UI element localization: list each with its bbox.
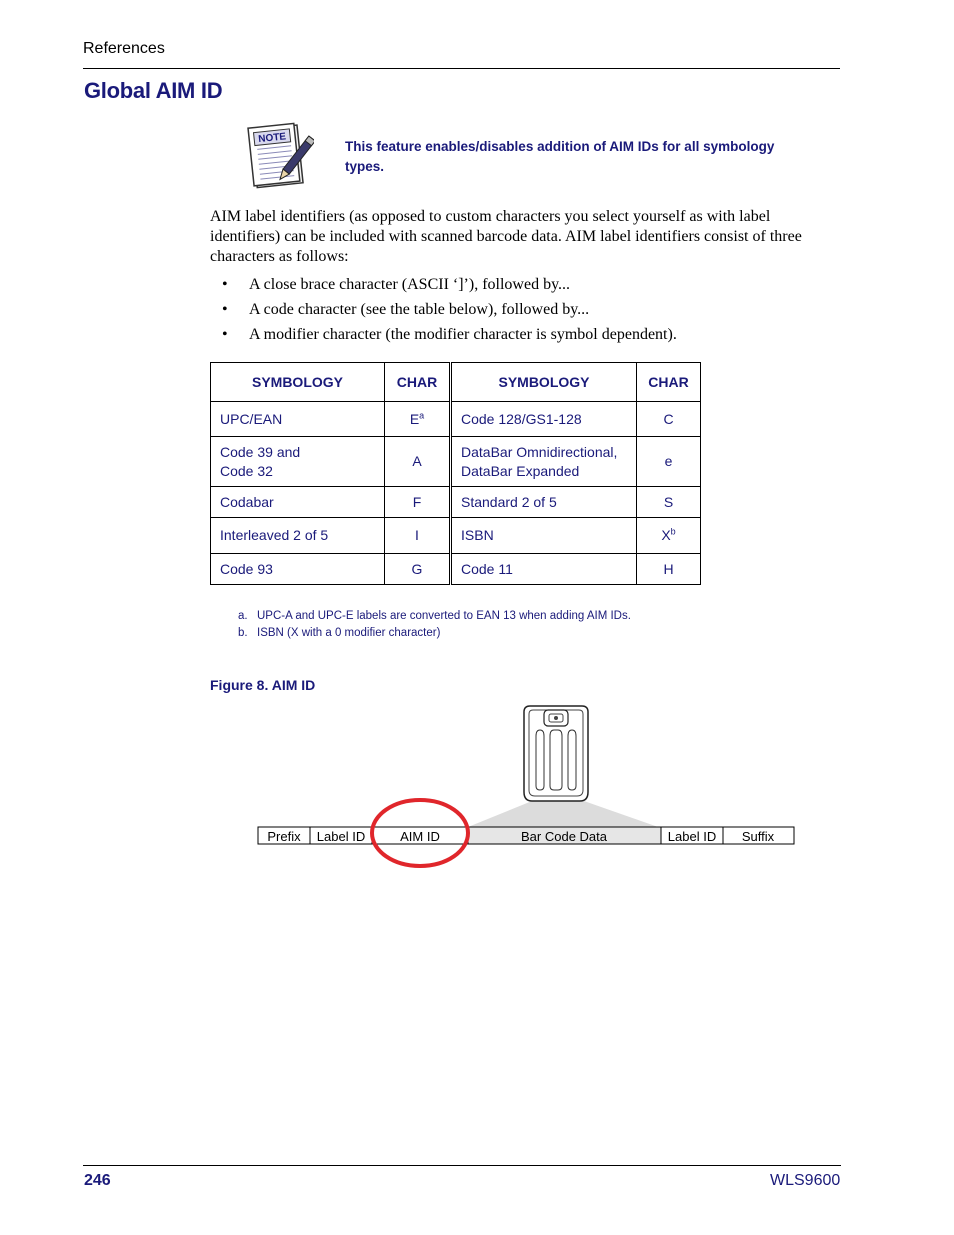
table-row (211, 402, 701, 437)
column-header: CHAR (385, 363, 451, 402)
symbology-cell: Standard 2 of 5 (451, 487, 637, 518)
footnote: a. UPC-A and UPC-E labels are converted to EAN 13 when adding AIM IDs. (238, 610, 631, 622)
char-cell: $X^b$ (637, 518, 701, 554)
column-header: SYMBOLOGY (451, 363, 637, 402)
symbology-cell: UPC/EAN (211, 402, 385, 437)
scan-beam (468, 801, 658, 827)
char-cell: F (385, 487, 451, 518)
note-icon (246, 119, 314, 191)
prefix-label: Prefix (267, 829, 301, 844)
product-name: WLS9600 (770, 1172, 841, 1189)
bullet-marker: • (222, 301, 228, 318)
aim-id-figure (250, 700, 810, 880)
aim-id-label: AIM ID (400, 829, 440, 844)
footer-rule (83, 1165, 841, 1166)
char-cell: I (385, 518, 451, 554)
char-cell: H (637, 554, 701, 585)
bar-code-data-label: Bar Code Data (521, 829, 607, 844)
char-cell: $E^a$ (385, 402, 451, 437)
label-id-label: Label ID (667, 829, 717, 844)
symbology-cell: Interleaved 2 of 5 (211, 518, 385, 554)
symbology-cell: Code 128/GS1-128 (451, 402, 637, 437)
symbology-cell: Codabar (211, 487, 385, 518)
footnote-ref: a (419, 409, 425, 420)
bullet-marker: • (222, 276, 228, 293)
scanner-icon (524, 706, 588, 801)
label-id-label: Label ID (316, 829, 366, 844)
list-item: • A modifier character (the modifier character is symbol dependent). (210, 322, 840, 347)
intro-paragraph: AIM label identifiers (as opposed to custom characters you select yourself as with label identifiers) can be included with scanned barcode data. AIM label identifiers consist of three characters as follows: (210, 208, 802, 265)
symbology-cell: ISBN (451, 518, 637, 554)
char-cell: C (637, 402, 701, 437)
column-header: CHAR (637, 363, 701, 402)
bullet-list (210, 272, 840, 347)
char-cell: e (637, 437, 701, 487)
table-row (211, 554, 701, 585)
char-cell: G (385, 554, 451, 585)
char-cell: S (637, 487, 701, 518)
symbology-cell: Code 39 and Code 32 (211, 437, 385, 487)
symbology-cell: Code 11 (451, 554, 637, 585)
aim-id-table (210, 362, 701, 585)
table-header-row (211, 363, 701, 402)
table-row (211, 437, 701, 487)
note-icon-label: NOTE (257, 131, 287, 146)
bullet-marker: • (222, 326, 228, 343)
table-footnotes (238, 608, 631, 642)
header-rule (83, 68, 840, 69)
page-title: Global AIM ID (84, 78, 223, 103)
list-item: • A code character (see the table below), followed by... (210, 297, 840, 322)
symbology-cell: Code 93 (211, 554, 385, 585)
char-cell: A (385, 437, 451, 487)
suffix-label: Suffix (741, 829, 775, 844)
footnote: b. ISBN (X with a 0 modifier character) (238, 627, 441, 639)
running-head: References (83, 40, 165, 57)
footnote-ref: b (670, 526, 676, 537)
page-number: 246 (84, 1172, 111, 1189)
figure-caption: Figure 8. AIM ID (210, 677, 316, 693)
table-row (211, 518, 701, 554)
note-text: This feature enables/disables addition of AIM IDs for all symbology types. (345, 139, 775, 174)
list-item: • A close brace character (ASCII ‘]’), followed by... (210, 272, 840, 297)
table-row (211, 487, 701, 518)
symbology-cell: DataBar Omnidirectional, DataBar Expanded (451, 437, 637, 487)
column-header: SYMBOLOGY (211, 363, 385, 402)
